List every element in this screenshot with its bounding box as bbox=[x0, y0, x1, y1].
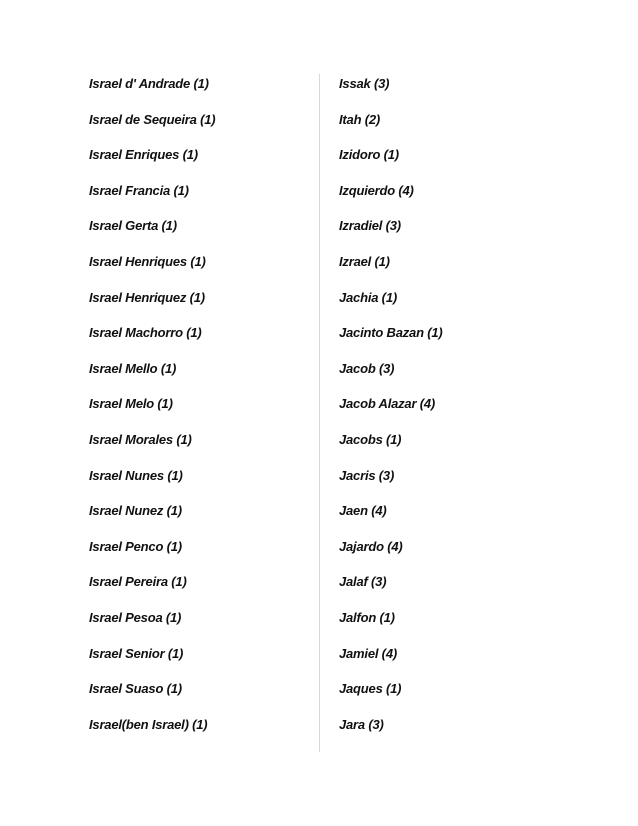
name-entry: Israel Nunez (1) bbox=[89, 503, 182, 519]
name-entry: Israel Enriques (1) bbox=[89, 147, 198, 163]
name-entry: Izradiel (3) bbox=[339, 218, 401, 234]
name-entry: Israel Machorro (1) bbox=[89, 325, 202, 341]
name-entry: Israel Pereira (1) bbox=[89, 574, 187, 590]
name-entry: Jamiel (4) bbox=[339, 645, 397, 661]
name-entry: Jacobs (1) bbox=[339, 431, 402, 447]
name-entry: Issak (3) bbox=[339, 76, 390, 91]
name-entry: Jalaf (3) bbox=[339, 574, 387, 590]
name-entry: Israel(ben Israel) (1) bbox=[89, 716, 208, 732]
name-entry: Itah (2) bbox=[339, 111, 381, 127]
left-name-column bbox=[89, 66, 309, 742]
name-entry: Israel Morales (1) bbox=[89, 431, 192, 447]
name-entry: Jara (3) bbox=[339, 716, 384, 732]
name-entry: Jacris (3) bbox=[339, 467, 395, 483]
name-entry: Jajardo (4) bbox=[339, 538, 403, 554]
name-entry: Israel Henriquez (1) bbox=[89, 289, 205, 305]
name-entry: Izrael (1) bbox=[339, 253, 390, 269]
name-entry: Israel Pesoa (1) bbox=[89, 609, 182, 625]
name-entry: Izidoro (1) bbox=[339, 147, 399, 163]
name-entry: Israel Gerta (1) bbox=[89, 218, 177, 234]
column-divider bbox=[319, 74, 320, 752]
name-entry: Israel Penco (1) bbox=[89, 538, 182, 554]
name-entry: Jacob (3) bbox=[339, 360, 395, 376]
name-entry: Israel d' Andrade (1) bbox=[89, 76, 209, 91]
name-entry: Israel Suaso (1) bbox=[89, 681, 182, 697]
name-entry: Jalfon (1) bbox=[339, 609, 395, 625]
name-entry: Israel Mello (1) bbox=[89, 360, 177, 376]
name-entry: Jaques (1) bbox=[339, 681, 402, 697]
name-entry: Jaen (4) bbox=[339, 503, 387, 519]
name-entry: Israel Nunes (1) bbox=[89, 467, 183, 483]
name-entry: Izquierdo (4) bbox=[339, 182, 414, 198]
name-entry: Jacob Alazar (4) bbox=[339, 396, 436, 412]
name-entry: Israel Melo (1) bbox=[89, 396, 173, 412]
name-entry: Israel de Sequeira (1) bbox=[89, 111, 216, 127]
name-entry: Jacinto Bazan (1) bbox=[339, 325, 443, 341]
name-entry: Israel Henriques (1) bbox=[89, 253, 206, 269]
name-entry: Israel Francia (1) bbox=[89, 182, 189, 198]
name-entry: Jachia (1) bbox=[339, 289, 397, 305]
right-name-column bbox=[339, 66, 559, 742]
name-entry: Israel Senior (1) bbox=[89, 645, 184, 661]
